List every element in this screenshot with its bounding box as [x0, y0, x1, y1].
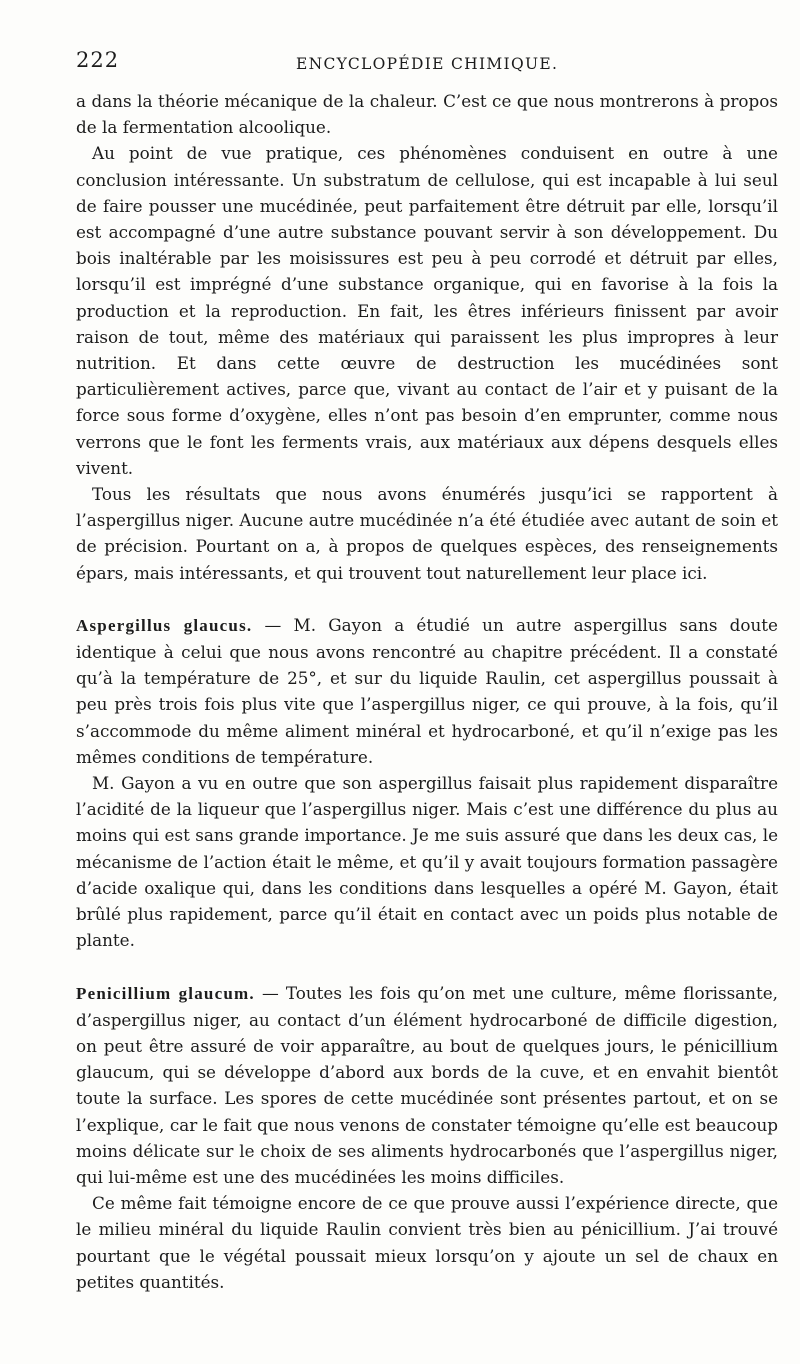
paragraph-aspergillus-niger-results: Tous les résultats que nous avons énumérés jusqu’ici se rapportent à l’aspergillus niger. Aucune autre mucédinée n’a été étudiée avec autant de soin et de précision. Pourtant on a, à propos de quelques espèces, des renseignements épars, mais intéressants, et qui trouvent tout naturellement leur place ici.: [76, 484, 778, 583]
section-aspergillus-glaucus: [76, 612, 778, 770]
running-header: [76, 48, 776, 78]
paragraph-raulin-medium: Ce même fait témoigne encore de ce que prouve aussi l’expérience directe, que le milieu minéral du liquide Raulin convient très bien au pénicillium. J’ai trouvé pourtant que le végétal poussait mieux lorsqu’on y ajoute un sel de chaux en petites quantités.: [76, 1193, 778, 1292]
running-title: ENCYCLOPÉDIE CHIMIQUE.: [296, 55, 559, 73]
section-body-aspergillus-glaucus: — M. Gayon a étudié un autre aspergillus sans doute identique à celui que nous avons rencontré au chapitre précédent. Il a constaté qu’à la température de 25°, et sur du liquide Raulin, cet aspergillus poussait à peu près trois fois plus vite que l’aspergillus niger, ce qui prouve, à la fois, qu’il s’accommode du même aliment minéral et hydrocarboné, et qu’il n’exige pas les mêmes conditions de température.: [76, 614, 778, 767]
paragraph-continuation: a dans la théorie mécanique de la chaleur. C’est ce que nous montrerons à propos de la fermentation alcoolique.: [76, 91, 778, 138]
section-heading-penicillium-glaucum: Penicillium glaucum.: [76, 983, 255, 1003]
body-text: [76, 88, 778, 1295]
paragraph-practical-conclusion: Au point de vue pratique, ces phénomènes conduisent en outre à une conclusion intéressante. Un substratum de cellulose, qui est incapable à lui seul de faire pousser une mucédinée, peut parfaitement être détruit par elle, lorsqu’il est accompagné d’une autre substance pouvant servir à son développement. Du bois inaltérable par les moisissures est peu à peu corrodé et détruit par elles, lorsqu’il est imprégné d’une substance organique, qui en favorise à la fois la production et la reproduction. En fait, les êtres inférieurs finissent par avoir raison de tout, même des matériaux qui paraissent les plus impropres à leur nutrition. Et dans cette œuvre de destruction les mucédinées sont particulièrement actives, parce que, vivant au contact de l’air et y puisant de la force sous forme d’oxygène, elles n’ont pas besoin d’en emprunter, comme nous verrons que le font les ferments vrais, aux matériaux aux dépens desquels elles vivent.: [76, 143, 778, 478]
section-body-penicillium-glaucum: — Toutes les fois qu’on met une culture, même florissante, d’aspergillus niger, au contact d’un élément hydrocarboné de difficile digestion, on peut être assuré de voir apparaître, au bout de quelques jours, le pénicillium glaucum, qui se développe d’abord aux bords de la cuve, et en envahit bientôt toute la surface. Les spores de cette mucédinée sont présentes partout, et on se l’explique, car le fait que nous venons de constater témoigne qu’elle est beaucoup moins délicate sur le choix de ses aliments hydrocarbonés que l’aspergillus niger, qui lui-même est une des mucédinées les moins difficiles.: [76, 982, 778, 1187]
page-number: 222: [76, 48, 120, 72]
section-heading-aspergillus-glaucus: Aspergillus glaucus.: [76, 615, 253, 635]
section-penicillium-glaucum: [76, 980, 778, 1191]
paragraph-gayon-acidity: M. Gayon a vu en outre que son aspergillus faisait plus rapidement disparaître l’acidité de la liqueur que l’aspergillus niger. Mais c’est une différence du plus au moins qui est sans grande importance. Je me suis assuré que dans les deux cas, le mécanisme de l’action était le même, et qu’il y avait toujours formation passagère d’acide oxalique qui, dans les conditions dans lesquelles a opéré M. Gayon, était brûlé plus rapidement, parce qu’il était en contact avec un poids plus notable de plante.: [76, 773, 778, 951]
